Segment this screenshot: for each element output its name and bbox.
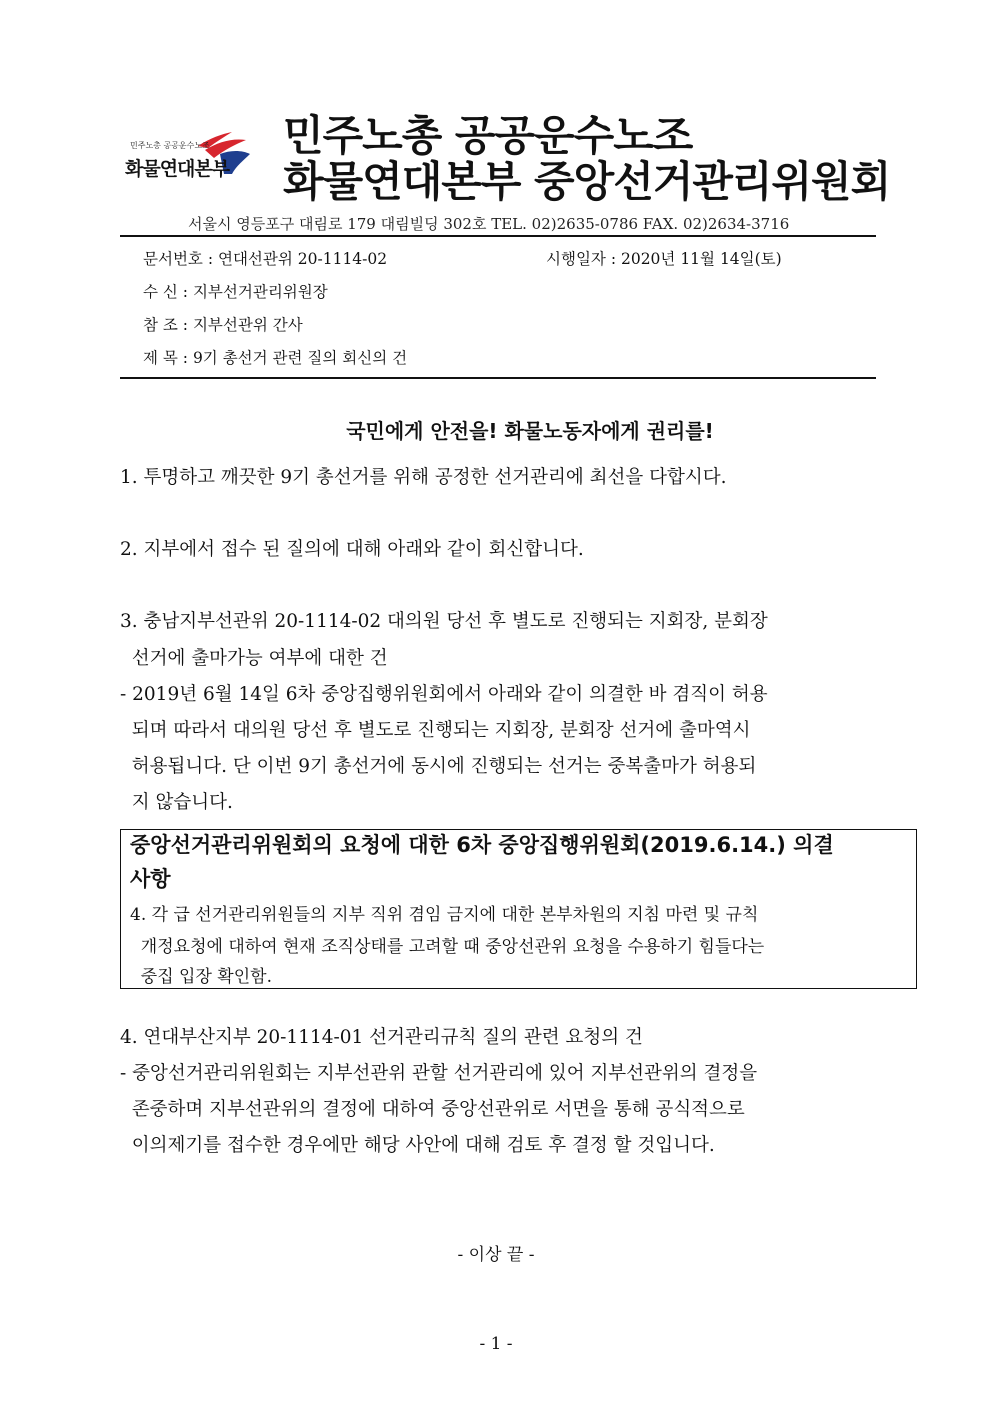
paragraph-4-line: - 중앙선거관리위원회는 지부선관위 관할 선거관리에 있어 지부선관위의 결정을 [120, 1063, 758, 1084]
subject-field: 제 목 : 9기 총선거 관련 질의 회신의 건 [143, 349, 408, 367]
org-title-line1: 민주노총 공공운수노조 [283, 111, 693, 160]
paragraph-3-line: 선거에 출마가능 여부에 대한 건 [120, 648, 388, 669]
box-text-line: 중집 입장 확인함. [130, 967, 272, 987]
paragraph-4-line: 존중하며 지부선관위의 결정에 대하여 중앙선관위로 서면을 통해 공식적으로 [120, 1099, 745, 1120]
paragraph-3-line: 지 않습니다. [120, 792, 233, 813]
paragraph-3-line: - 2019년 6월 14일 6차 중앙집행위원회에서 아래와 같이 의결한 바 겸직이 허용 [120, 684, 768, 705]
issue-date: 시행일자 : 2020년 11월 14일(토) [546, 250, 782, 268]
org-title-line2: 화물연대본부 중앙선거관리위원회 [283, 157, 891, 206]
paragraph-1: 1. 투명하고 깨끗한 9기 총선거를 위해 공정한 선거관리에 최선을 다합시다. [120, 467, 727, 488]
paragraph-4-line: 4. 연대부산지부 20-1114-01 선거관리규칙 질의 관련 요청의 건 [120, 1027, 643, 1048]
reference-field: 참 조 : 지부선관위 간사 [143, 316, 303, 334]
union-logo [120, 128, 255, 186]
box-text-line: 4. 각 급 선거관리위원들의 지부 직위 겸임 금지에 대한 본부차원의 지침 마련 및 규칙 [130, 905, 759, 925]
address-line: 서울시 영등포구 대림로 179 대림빌딩 302호 TEL. 02)2635-0786 FAX. 02)2634-3716 [188, 215, 790, 233]
header-divider [120, 235, 876, 237]
slogan: 국민에게 안전을! 화물노동자에게 권리를! [346, 419, 714, 443]
logo-subtitle: 민주노총 공공운수노조 [130, 141, 210, 150]
recipient-field: 수 신 : 지부선거관리위원장 [143, 283, 328, 301]
closing-mark: - 이상 끝 - [457, 1245, 535, 1265]
paragraph-3-line: 허용됩니다. 단 이번 9기 총선거에 동시에 진행되는 선거는 중복출마가 허용되 [120, 756, 757, 777]
page-number: - 1 - [479, 1334, 513, 1354]
box-text-line: 개정요청에 대하여 현재 조직상태를 고려할 때 중앙선관위 요청을 수용하기 힘들다는 [130, 937, 765, 957]
paragraph-2: 2. 지부에서 접수 된 질의에 대해 아래와 같이 회신합니다. [120, 539, 584, 560]
box-heading-line: 중앙선거관리위원회의 요청에 대한 6차 중앙집행위원회(2019.6.14.) 의결 [130, 833, 834, 857]
doc-number: 문서번호 : 연대선관위 20-1114-02 [143, 250, 388, 268]
logo-name: 화물연대본부 [125, 158, 230, 180]
box-heading-line: 사항 [130, 867, 171, 891]
paragraph-3-line: 3. 충남지부선관위 20-1114-02 대의원 당선 후 별도로 진행되는 지회장, 분회장 [120, 611, 768, 632]
paragraph-4-line: 이의제기를 접수한 경우에만 해당 사안에 대해 검토 후 결정 할 것입니다. [120, 1135, 715, 1156]
paragraph-3-line: 되며 따라서 대의원 당선 후 별도로 진행되는 지회장, 분회장 선거에 출마역시 [120, 720, 751, 741]
meta-divider [120, 377, 876, 379]
